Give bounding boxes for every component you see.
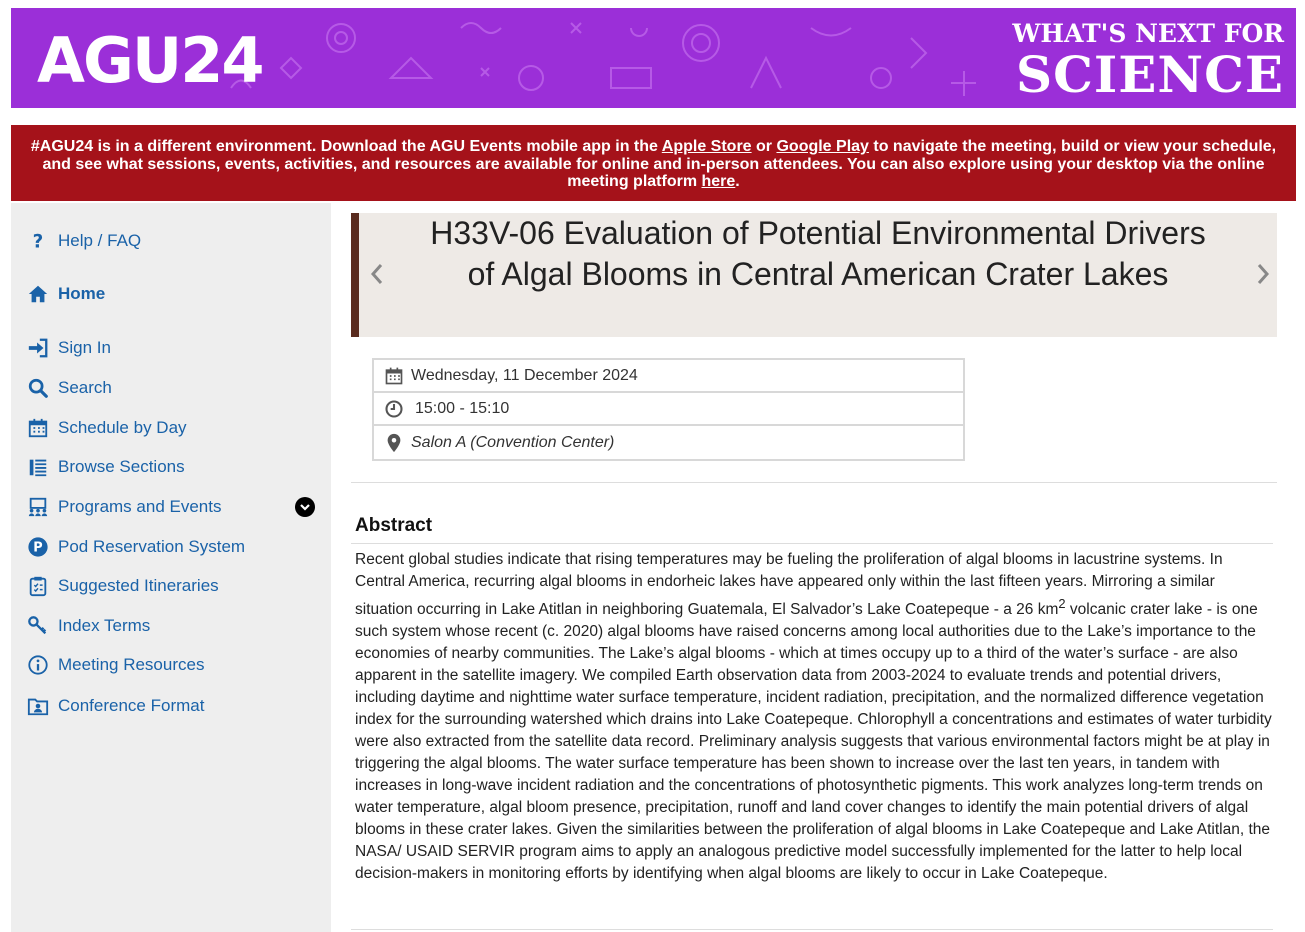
sidebar-item-label: Sign In: [58, 338, 111, 357]
key-icon: [26, 614, 50, 638]
svg-text:P: P: [33, 540, 43, 556]
alert-text-4: .: [735, 173, 740, 190]
folder-user-icon: [26, 694, 50, 718]
session-info-table: [372, 358, 965, 461]
sidebar-item-label: Schedule by Day: [58, 418, 187, 437]
session-time-row: [374, 393, 963, 426]
page-title: H33V-06 Evaluation of Potential Environmental Drivers of Algal Blooms in Central American Crater Lakes: [430, 215, 1206, 292]
sidebar-item-browse-sections[interactable]: [11, 452, 331, 482]
agu24-banner[interactable]: [11, 8, 1296, 108]
session-title-panel: [351, 213, 1277, 337]
sidebar-item-label: Conference Format: [58, 696, 205, 715]
sidebar-item-label: Pod Reservation System: [58, 537, 246, 556]
sidebar-item-schedule[interactable]: [11, 413, 331, 443]
sidebar-nav: [11, 203, 331, 932]
calendar-icon: [383, 366, 405, 386]
alert-text-2: or: [751, 138, 777, 155]
search-icon: [26, 376, 50, 400]
session-date-row: [374, 360, 963, 393]
abstract-text: [355, 549, 1273, 885]
alert-text-1: #AGU24 is in a different environment. Download the AGU Events mobile app in the: [30, 138, 662, 155]
sidebar-item-conference-format[interactable]: [11, 691, 331, 721]
chevron-down-icon[interactable]: [295, 497, 315, 517]
tagline-bottom: SCIENCE: [1015, 45, 1284, 104]
abstract-text-part2: volcanic crater lake - is one such system whose recent (c. 2020) algal blooms have raised concerns among local authorities due to the Lake’s importance to the economies of nearby communities. The Lake’s algal blooms - which at times occupy up to a third of the water’s surface - are also apparent in the satellite imagery. We compiled Earth observation data from 2003-2024 to evaluate trends and potential drivers, including daytime and nighttime water surface temperature, incident radiation, precipitation, and the normalized difference vegetation index for the surrounding watershed which drains into Lake Coatepeque. Chlorophyll a concentrations and estimates of water turbidity were also extracted from the satellite data record. Preliminary analysis suggests that various environmental factors might be at play in triggering the algal blooms. The water surface temperature has been shown to increase over the last ten years, in tandem with increases in long-wave incident radiation and the concentrations of photosynthetic pigments. This work analyzes long-term trends on water temperature, algal bloom presence, precipitation, runoff and land cover changes to identify the main potential drivers of algal blooms in these crater lakes. Given the similarities between the proliferation of algal blooms in Lake Coatepeque and Lake Atitlan, the NASA/ USAID SERVIR program aims to apply an analogous predictive model successfully implemented for the latter to help local decision-makers in monitoring efforts by identifying when algal blooms are likely to occur in Lake Coatepeque.: [355, 601, 1272, 883]
sidebar-item-meeting-resources[interactable]: [11, 650, 331, 680]
superscript: 2: [1058, 596, 1066, 611]
sign-in-icon: [26, 336, 50, 360]
map-marker-icon: [383, 433, 405, 453]
session-time: 15:00 - 15:10: [415, 399, 510, 417]
divider: [351, 543, 1273, 544]
alert-text-3: to navigate the meeting, build or view your schedule, and see what sessions, events, activities, and resources are available for online and in-person attendees. You can also explore using your desktop via the online meeting platform: [42, 138, 1277, 190]
sidebar-item-label: Home: [58, 284, 106, 303]
sidebar-item-label: Programs and Events: [58, 497, 222, 516]
sidebar-item-label: Suggested Itineraries: [58, 576, 219, 595]
agu24-logo: AGU24: [37, 24, 263, 97]
sidebar-item-home[interactable]: [11, 279, 331, 309]
sidebar-item-pod-reservation[interactable]: [11, 532, 331, 562]
tagline-top: WHAT'S NEXT FOR: [1012, 19, 1284, 48]
people-icon: [26, 495, 50, 519]
abstract-text-part1: Recent global studies indicate that rising temperatures may be fueling the proliferation of algal blooms in lacustrine systems. In Central America, recurring algal blooms in endorheic lakes have appeared only within the last fifteen years. Mirroring a similar situation occurring in Lake Atitlan in neighboring Guatemala, El Salvador’s Lake Coatepeque - a 26 km: [355, 551, 1223, 619]
session-location: Salon A (Convention Center): [411, 433, 615, 451]
apple-store-link[interactable]: Apple Store: [661, 138, 752, 155]
sidebar-item-help[interactable]: [11, 226, 331, 256]
divider: [351, 929, 1273, 930]
sidebar-item-search[interactable]: [11, 373, 331, 403]
sidebar-item-label: Browse Sections: [58, 457, 185, 476]
sidebar-item-itineraries[interactable]: [11, 571, 331, 601]
sections-icon: [26, 455, 50, 479]
home-icon: [26, 282, 50, 306]
sidebar-item-index-terms[interactable]: [11, 611, 331, 641]
session-location-row: [374, 426, 963, 459]
clipboard-icon: [26, 574, 50, 598]
sidebar-item-programs-events[interactable]: [11, 492, 331, 522]
online-platform-link[interactable]: here: [701, 173, 736, 190]
sidebar-item-label: Search: [58, 378, 112, 397]
environment-alert: [11, 125, 1296, 201]
abstract-heading: Abstract: [355, 515, 433, 536]
info-icon: [26, 653, 50, 677]
parking-icon: [26, 535, 50, 559]
chevron-right-icon[interactable]: [1253, 259, 1273, 289]
sidebar-item-label: Index Terms: [58, 616, 151, 635]
chevron-left-icon[interactable]: [367, 259, 387, 289]
clock-icon: [383, 399, 405, 419]
question-icon: [26, 229, 50, 253]
calendar-icon: [26, 416, 50, 440]
google-play-link[interactable]: Google Play: [776, 138, 869, 155]
sidebar-item-sign-in[interactable]: [11, 333, 331, 363]
svg-text:?: ?: [32, 231, 44, 252]
divider: [351, 482, 1277, 483]
sidebar-item-label: Help / FAQ: [58, 231, 142, 250]
sidebar-item-label: Meeting Resources: [58, 655, 205, 674]
session-date: Wednesday, 11 December 2024: [411, 366, 638, 384]
